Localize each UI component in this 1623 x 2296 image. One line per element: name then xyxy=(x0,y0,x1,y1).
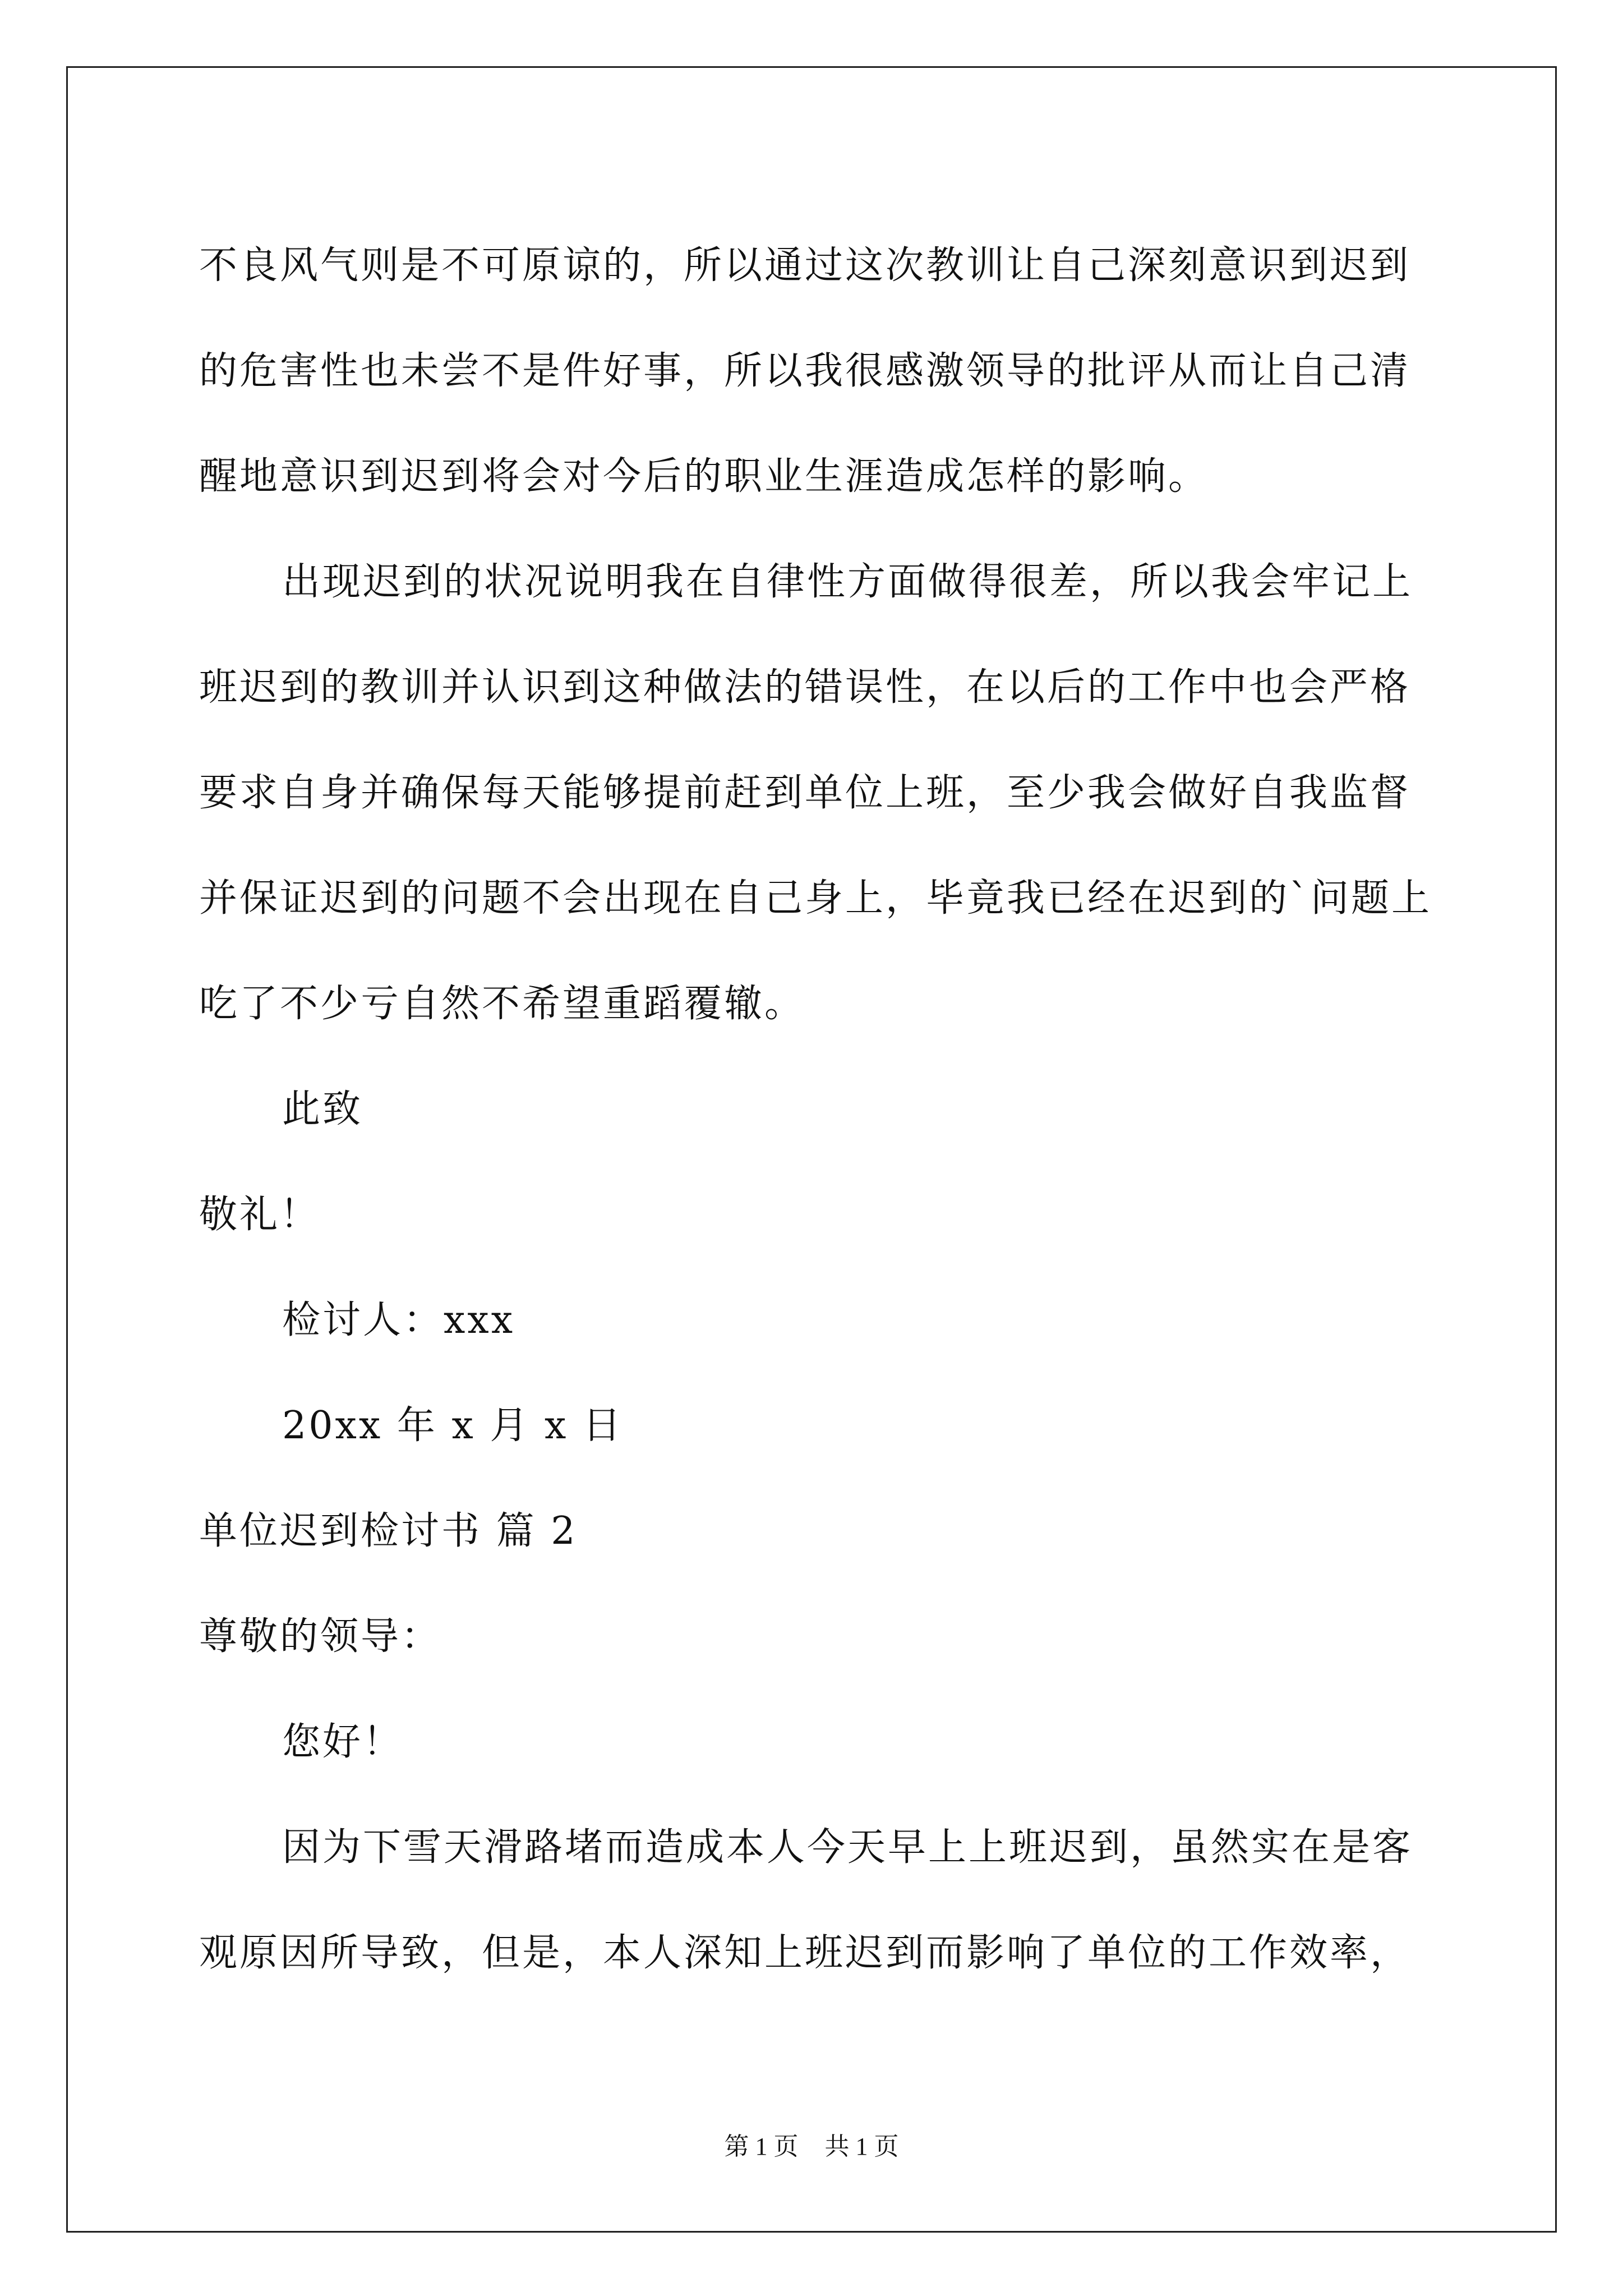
closing-salutation: 此致 xyxy=(282,1087,363,1131)
paragraph-line: 并保证迟到的问题不会出现在自己身上，毕竟我已经在迟到的`问题上 xyxy=(199,876,1432,921)
page-number: 第 1 页 xyxy=(724,2133,799,2160)
paragraph-line: 因为下雪天滑路堵而造成本人今天早上上班迟到，虽然实在是客 xyxy=(282,1825,1413,1870)
paragraph-line: 出现迟到的状况说明我在自律性方面做得很差，所以我会牢记上 xyxy=(282,560,1413,604)
paragraph-line: 醒地意识到迟到将会对今后的职业生涯造成怎样的影响。 xyxy=(199,454,1209,499)
paragraph-line: 的危害性也未尝不是件好事，所以我很感激领导的批评从而让自己清 xyxy=(199,349,1411,393)
signature-date: 20xx 年 x 月 x 日 xyxy=(282,1404,624,1448)
page-total: 共 1 页 xyxy=(824,2133,899,2160)
letter-greeting: 尊敬的领导： xyxy=(199,1614,442,1659)
page-footer xyxy=(0,2126,1623,2162)
letter-hello: 您好！ xyxy=(282,1720,404,1764)
closing-respect: 敬礼！ xyxy=(199,1193,321,1237)
paragraph-line: 不良风气则是不可原谅的，所以通过这次教训让自己深刻意识到迟到 xyxy=(199,243,1411,288)
paragraph-line: 要求自身并确保每天能够提前赶到单位上班，至少我会做好自我监督 xyxy=(199,771,1411,815)
paragraph-line: 观原因所导致，但是，本人深知上班迟到而影响了单位的工作效率， xyxy=(199,1931,1411,1975)
paragraph-line: 吃了不少亏自然不希望重蹈覆辙。 xyxy=(199,982,805,1026)
signature-author: 检讨人：xxx xyxy=(282,1298,515,1342)
section-title: 单位迟到检讨书 篇 2 xyxy=(199,1509,578,1553)
paragraph-line: 班迟到的教训并认识到这种做法的错误性，在以后的工作中也会严格 xyxy=(199,665,1411,710)
document-body xyxy=(199,213,1433,2006)
